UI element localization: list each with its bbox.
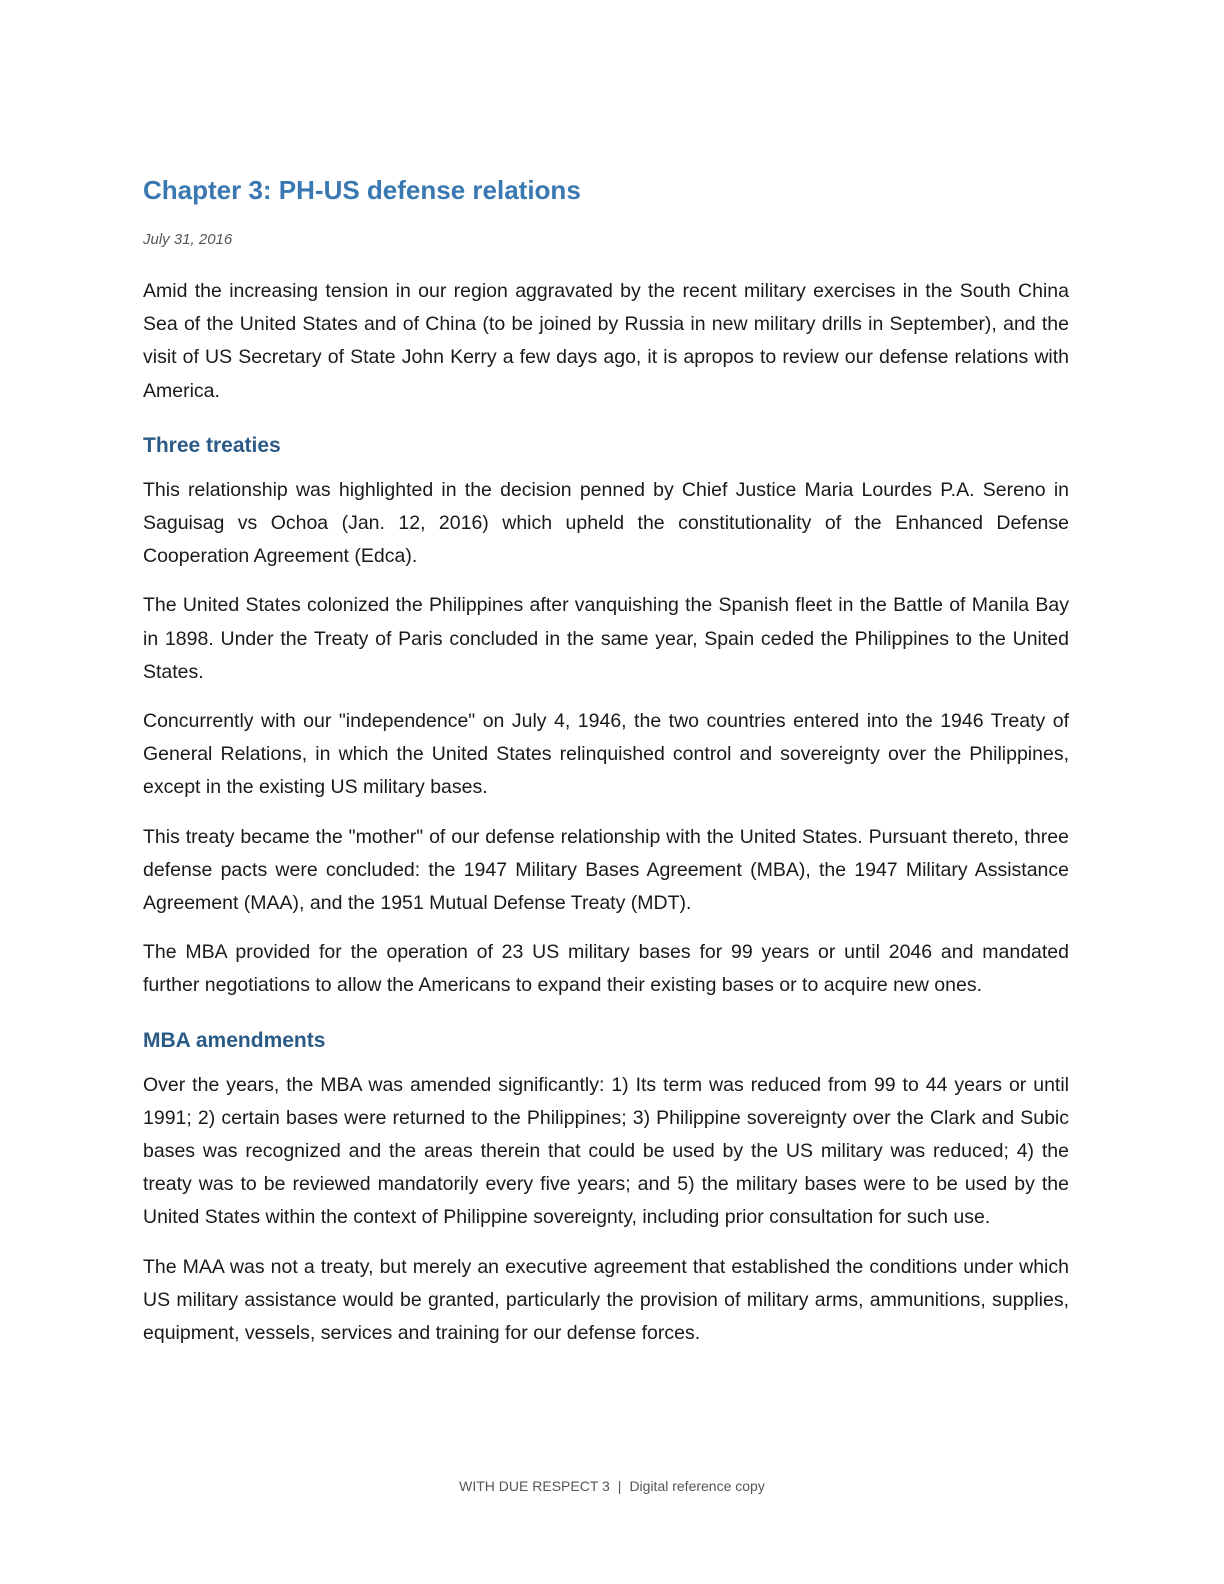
footer-separator: | xyxy=(617,1478,622,1494)
footer-book-title: WITH DUE RESPECT 3 xyxy=(459,1478,610,1494)
body-paragraph: This treaty became the "mother" of our defense relationship with the United States. Pursuant thereto, three defense pacts were concluded: the 1947 Military Bases Agreement (MBA), the 1947 Military Assistance Agreement (MAA), and the 1951 Mutual Defense Treaty (MDT). xyxy=(143,825,1069,915)
body-paragraph: The MBA provided for the operation of 23 US military bases for 99 years or until 2046 and mandated further negotiations to allow the Americans to expand their existing bases or to acquire new ones. xyxy=(143,941,1069,997)
body-paragraph: Over the years, the MBA was amended significantly: 1) Its term was reduced from 99 to 44 years or until 1991; 2) certain bases were returned to the Philippines; 3) Philippine sovereignty over the Clark and Subic bases was recognized and the areas therein that could be used by the US military was reduced; 4) the treaty was to be reviewed mandatorily every five years; and 5) the military bases were to be used by the United States within the context of Philippine sovereignty, including prior consultation for such use. xyxy=(143,1073,1069,1229)
intro-paragraph: Amid the increasing tension in our region aggravated by the recent military exercises in the South China Sea of the United States and of China (to be joined by Russia in new military drills in September), and the visit of US Secretary of State John Kerry a few days ago, it is apropos to review our defense relations with America. xyxy=(143,280,1069,402)
chapter-title: Chapter 3: PH-US defense relations xyxy=(143,175,581,205)
body-paragraph: The United States colonized the Philippines after vanquishing the Spanish fleet in the Battle of Manila Bay in 1898. Under the Treaty of Paris concluded in the same year, Spain ceded the Philippines to the United States. xyxy=(143,594,1069,683)
section-heading-mba-amendments: MBA amendments xyxy=(143,1028,326,1052)
section-heading-three-treaties: Three treaties xyxy=(143,433,281,457)
document-page xyxy=(143,170,1069,1350)
body-paragraph: This relationship was highlighted in the decision penned by Chief Justice Maria Lourdes P.A. Sereno in Saguisag vs Ochoa (Jan. 12, 2016) which upheld the constitutionality of the Enhanced Defense Cooperation Agreement (Edca). xyxy=(143,478,1069,568)
footer-copy-note: Digital reference copy xyxy=(629,1478,765,1494)
page-footer xyxy=(0,1478,1224,1494)
body-paragraph: The MAA was not a treaty, but merely an executive agreement that established the conditions under which US military assistance would be granted, particularly the provision of military arms, ammunitions, supplies, equipment, vessels, services and training for our defense forces. xyxy=(143,1255,1069,1345)
publication-date: July 31, 2016 xyxy=(143,231,233,248)
body-paragraph: Concurrently with our "independence" on July 4, 1946, the two countries entered into the 1946 Treaty of General Relations, in which the United States relinquished control and sovereignty over the Philippines, except in the existing US military bases. xyxy=(143,710,1069,799)
